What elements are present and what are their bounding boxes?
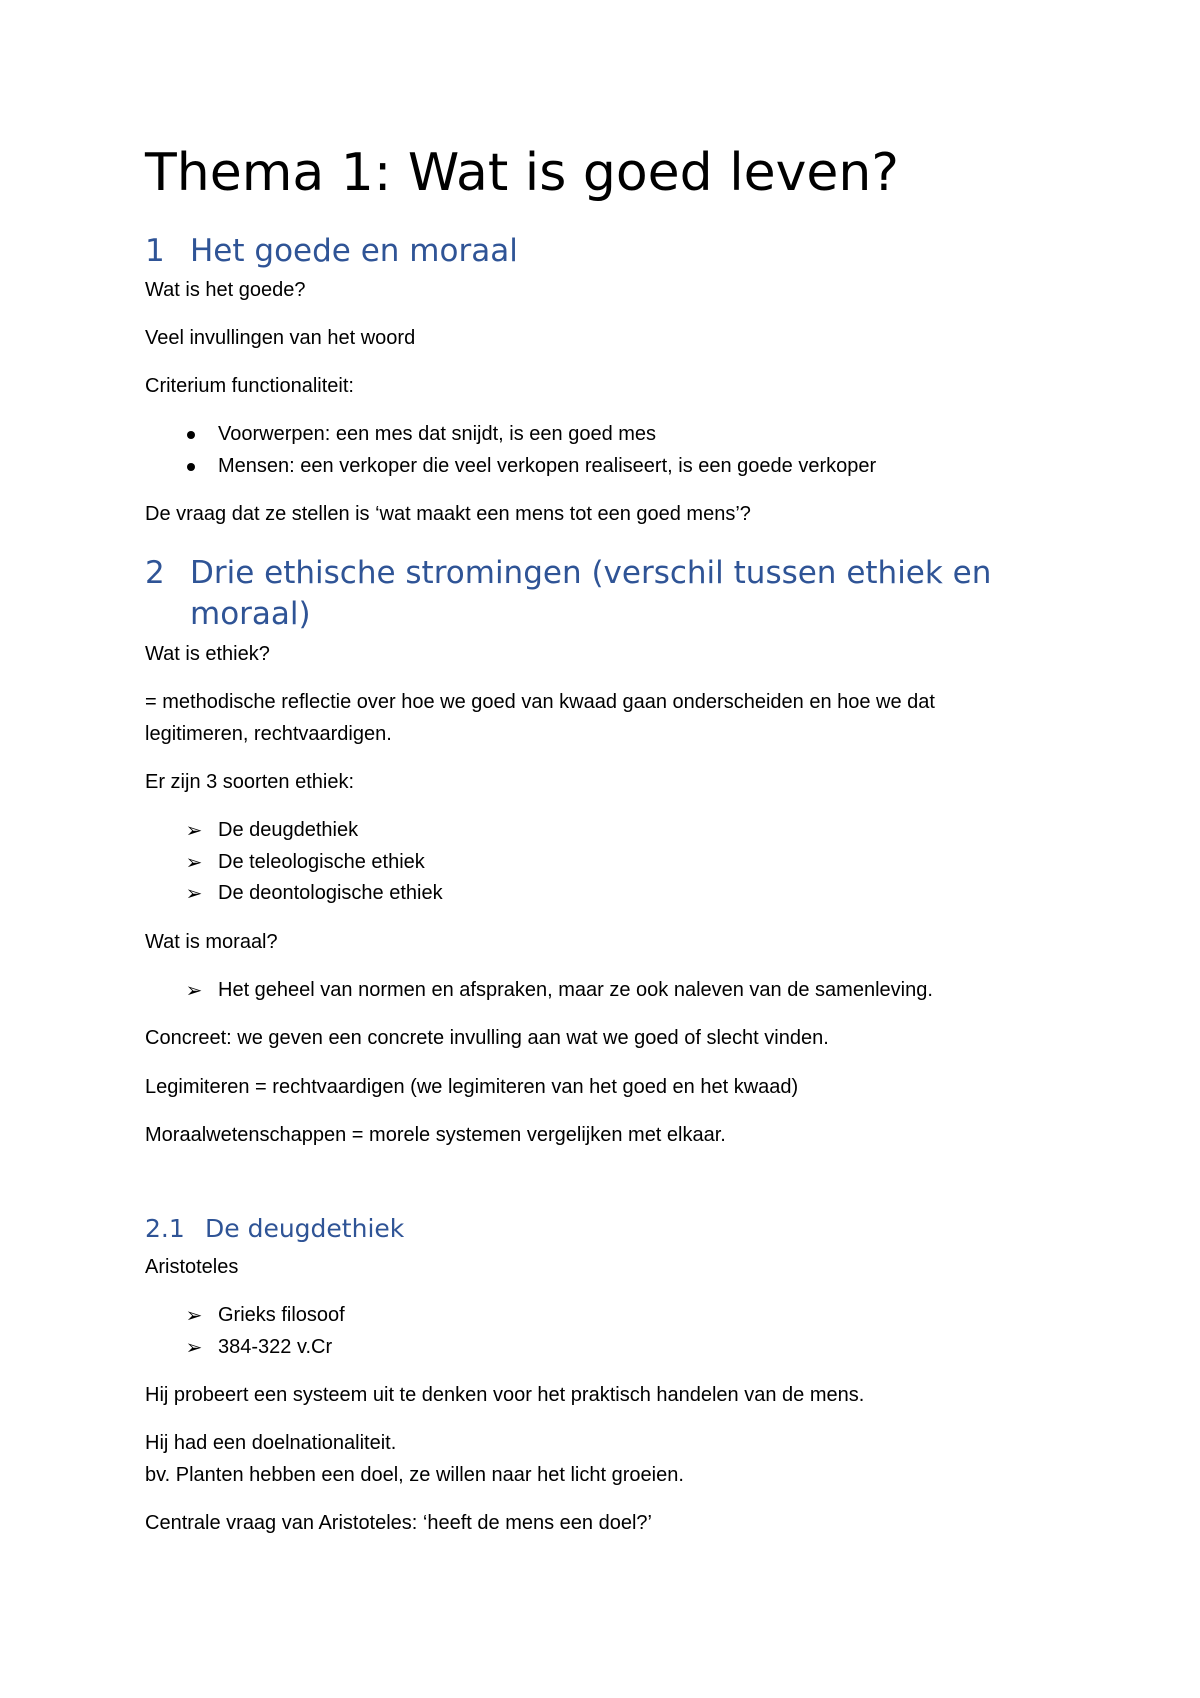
bullet-item: Voorwerpen: een mes dat snijdt, is een goed mes — [218, 418, 656, 450]
arrow-bullet-icon: ➢ — [185, 978, 203, 1002]
arrow-list-item: ➢ De teleologische ethiek — [218, 846, 425, 878]
paragraph-line: Hij had een doelnationaliteit. — [145, 1432, 397, 1454]
arrow-list-item: ➢ De deontologische ethiek — [218, 877, 443, 909]
section-2-title-line1: Drie ethische stromingen (verschil tussen ethiek en — [190, 555, 992, 591]
section-1-number: 1 — [145, 233, 165, 269]
paragraph: Moraalwetenschappen = morele systemen vergelijken met elkaar. — [145, 1124, 726, 1146]
section-2-1-title: De deugdethiek — [205, 1214, 405, 1243]
section-2-heading — [145, 553, 991, 635]
section-2-number: 2 — [145, 555, 165, 591]
arrow-bullet-icon: ➢ — [185, 850, 203, 874]
paragraph: Legimiteren = rechtvaardigen (we legimiteren van het goed en het kwaad) — [145, 1076, 799, 1098]
section-1-title: Het goede en moraal — [190, 233, 518, 269]
section-2-1-heading — [145, 1213, 404, 1245]
bullet-item: Mensen: een verkoper die veel verkopen realiseert, is een goede verkoper — [218, 450, 876, 482]
paragraph-line: bv. Planten hebben een doel, ze willen naar het licht groeien. — [145, 1464, 684, 1486]
section-1-heading — [145, 231, 518, 272]
paragraph: Wat is het goede? — [145, 279, 306, 301]
document-title: Thema 1: Wat is goed leven? — [145, 143, 899, 203]
arrow-bullet-icon: ➢ — [185, 1335, 203, 1359]
paragraph: Wat is ethiek? — [145, 643, 270, 665]
arrow-list-item: ➢ De deugdethiek — [218, 814, 358, 846]
paragraph: Veel invullingen van het woord — [145, 327, 416, 349]
arrow-list-item: ➢ Het geheel van normen en afspraken, maar ze ook naleven van de samenleving. — [218, 974, 933, 1006]
arrow-bullet-icon: ➢ — [185, 881, 203, 905]
arrow-list-item: ➢ Grieks filosoof — [218, 1299, 345, 1331]
paragraph: Wat is moraal? — [145, 931, 278, 953]
section-2-title-line2: moraal) — [190, 596, 311, 632]
paragraph-line: legitimeren, rechtvaardigen. — [145, 723, 392, 745]
arrow-bullet-icon: ➢ — [185, 818, 203, 842]
paragraph: Aristoteles — [145, 1256, 239, 1278]
paragraph-line: = methodische reflectie over hoe we goed van kwaad gaan onderscheiden en hoe we dat — [145, 691, 935, 713]
arrow-bullet-icon: ➢ — [185, 1303, 203, 1327]
bullet-dot-icon — [187, 463, 195, 471]
paragraph: De vraag dat ze stellen is ‘wat maakt een mens tot een goed mens’? — [145, 503, 751, 525]
bullet-dot-icon — [187, 431, 195, 439]
section-2-1-number: 2.1 — [145, 1214, 185, 1243]
paragraph: Concreet: we geven een concrete invulling aan wat we goed of slecht vinden. — [145, 1027, 829, 1049]
paragraph: Centrale vraag van Aristoteles: ‘heeft de mens een doel?’ — [145, 1512, 652, 1534]
arrow-list-item: ➢ 384-322 v.Cr — [218, 1331, 332, 1363]
paragraph: Hij probeert een systeem uit te denken voor het praktisch handelen van de mens. — [145, 1384, 865, 1406]
paragraph: Criterium functionaliteit: — [145, 375, 354, 397]
paragraph: Er zijn 3 soorten ethiek: — [145, 771, 354, 793]
